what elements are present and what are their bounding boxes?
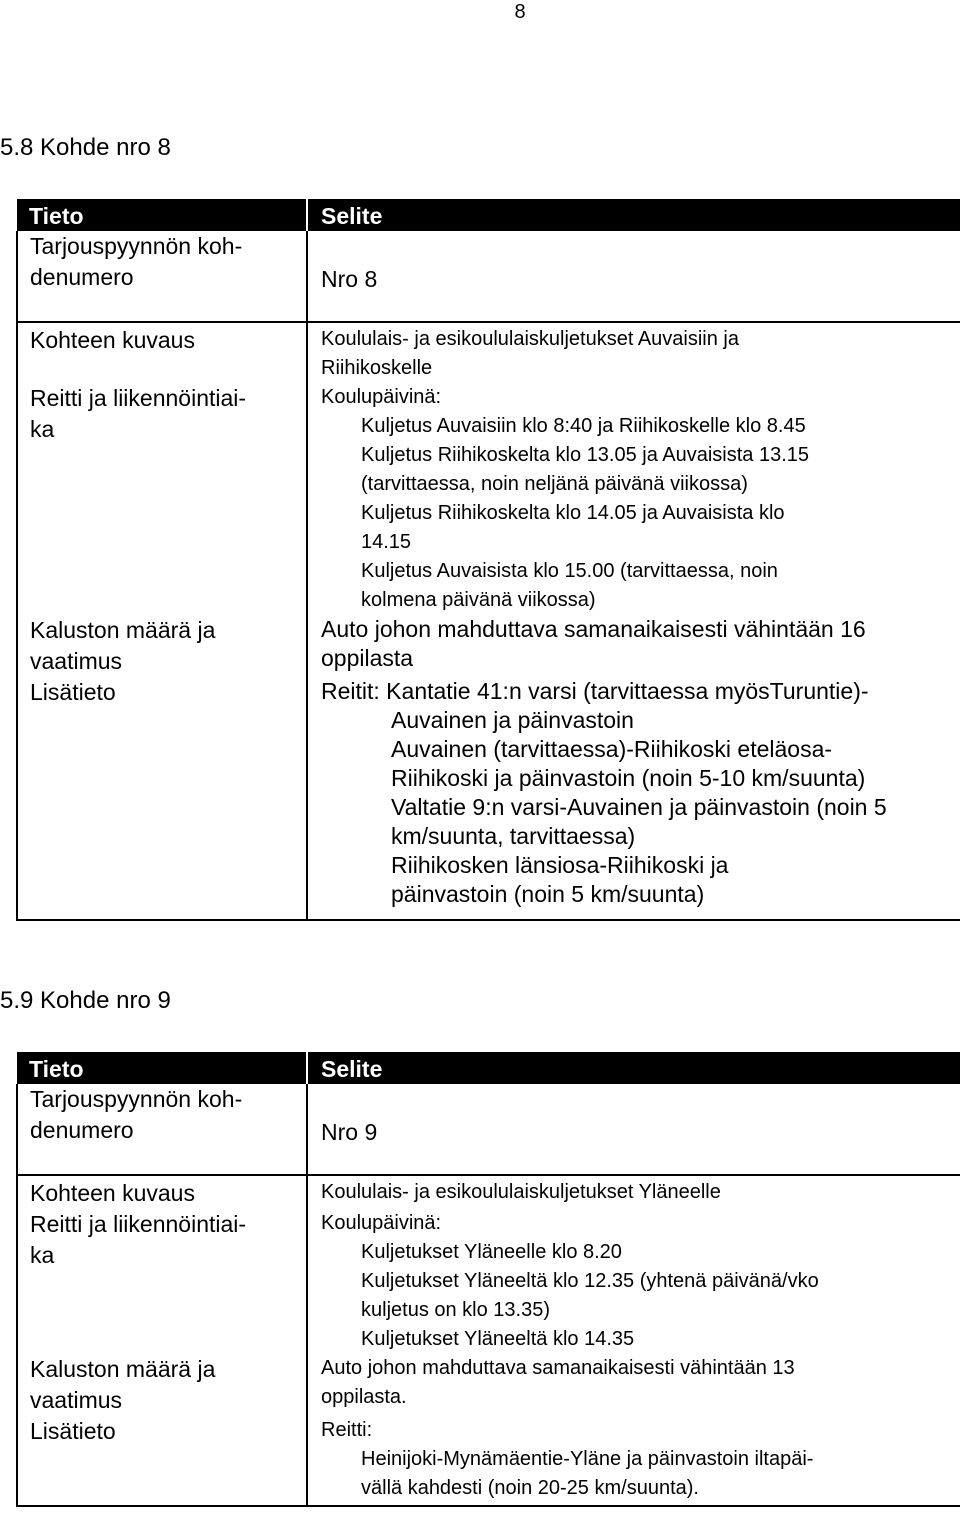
value-tarjouspyynto: Nro 9: [321, 1119, 378, 1145]
label-tarjouspyynto-1: Tarjouspyynnön koh-: [30, 1086, 243, 1112]
reitti-line: Koulupäivinä:: [321, 386, 442, 408]
lisatieto-line: Reitit: Kantatie 41:n varsi (tarvittaessa myösTuruntie)-: [321, 678, 869, 704]
label-tarjouspyynto-2: denumero: [30, 1117, 134, 1143]
lisatieto-line: Riihikosken länsiosa-Riihikoski ja: [391, 852, 729, 878]
label-kalusto-2: vaatimus: [30, 1387, 123, 1413]
value-kalusto-1: Auto johon mahduttava samanaikaisesti vähintään 16: [321, 616, 866, 642]
label-kalusto-2: vaatimus: [30, 648, 123, 674]
label-kohteen-kuvaus: Kohteen kuvaus: [30, 1180, 195, 1206]
label-kohteen-kuvaus: Kohteen kuvaus: [30, 327, 195, 353]
row-lisatieto: [17, 677, 960, 920]
kohde-8-table: [16, 199, 960, 921]
lisatieto-line: Riihikoski ja päinvastoin (noin 5-10 km/suunta): [391, 765, 866, 791]
value-kohteen-kuvaus-1: Koululais- ja esikoululaiskuljetukset Auvaisiin ja: [321, 328, 739, 350]
page-number: 8: [514, 1, 526, 23]
label-kalusto-1: Kaluston määrä ja: [30, 1356, 216, 1382]
lisatieto-line: päinvastoin (noin 5 km/suunta): [391, 881, 705, 907]
reitti-line: kuljetus on klo 13.35): [361, 1299, 551, 1321]
label-tarjouspyynto-1: Tarjouspyynnön koh-: [30, 233, 243, 259]
header-tieto: Tieto: [17, 1052, 307, 1084]
label-lisatieto: Lisätieto: [30, 1418, 116, 1444]
label-tarjouspyynto-2: denumero: [30, 264, 134, 290]
header-selite: Selite: [307, 1052, 960, 1084]
reitti-line: 14.15: [361, 531, 412, 553]
value-kohteen-kuvaus-2: Riihikoskelle: [321, 357, 433, 379]
reitti-line: kolmena päivänä viikossa): [361, 589, 596, 611]
row-reitti: [17, 383, 960, 615]
lisatieto-line: Auvainen (tarvittaessa)-Riihikoski eteläosa-: [391, 736, 833, 762]
label-reitti-2: ka: [30, 416, 55, 442]
section-heading-kohde-8: 5.8 Kohde nro 8: [0, 134, 171, 161]
header-tieto: Tieto: [17, 199, 307, 231]
label-kalusto-1: Kaluston määrä ja: [30, 617, 216, 643]
row-reitti: [17, 1209, 960, 1354]
lisatieto-line: Reitti:: [321, 1419, 373, 1441]
lisatieto-line: Auvainen ja päinvastoin: [391, 707, 634, 733]
header-selite: Selite: [307, 199, 960, 231]
value-kalusto-2: oppilasta: [321, 645, 414, 671]
reitti-line: Kuljetus Riihikoskelta klo 14.05 ja Auvaisista klo: [361, 502, 785, 524]
reitti-line: Kuljetus Auvaisiin klo 8:40 ja Riihikoskelle klo 8.45: [361, 415, 806, 437]
lisatieto-line: km/suunta, tarvittaessa): [391, 823, 636, 849]
row-tarjouspyynto: [17, 231, 960, 322]
reitti-line: Koulupäivinä:: [321, 1212, 442, 1234]
reitti-line: Kuljetus Riihikoskelta klo 13.05 ja Auvaisista 13.15: [361, 444, 810, 466]
kohde-9-table: [16, 1052, 960, 1507]
label-lisatieto: Lisätieto: [30, 679, 116, 705]
reitti-line: Kuljetukset Yläneeltä klo 12.35 (yhtenä päivänä/vko: [361, 1270, 819, 1292]
row-lisatieto: [17, 1416, 960, 1506]
row-kalusto: [17, 1354, 960, 1416]
row-kalusto: [17, 615, 960, 677]
lisatieto-line: Heinijoki-Mynämäentie-Yläne ja päinvastoin iltapäi-: [361, 1448, 814, 1470]
row-tarjouspyynto: [17, 1084, 960, 1175]
lisatieto-line: vällä kahdesti (noin 20-25 km/suunta).: [361, 1477, 699, 1499]
label-reitti-1: Reitti ja liikennöintiai-: [30, 1211, 247, 1237]
reitti-line: (tarvittaessa, noin neljänä päivänä viikossa): [361, 473, 748, 495]
lisatieto-line: Valtatie 9:n varsi-Auvainen ja päinvastoin (noin 5: [391, 794, 887, 820]
label-reitti-2: ka: [30, 1242, 55, 1268]
row-kohteen-kuvaus: [17, 322, 960, 383]
value-tarjouspyynto: Nro 8: [321, 266, 378, 292]
reitti-line: Kuljetus Auvaisista klo 15.00 (tarvittaessa, noin: [361, 560, 778, 582]
reitti-line: Kuljetukset Yläneeltä klo 14.35: [361, 1328, 635, 1350]
label-reitti-1: Reitti ja liikennöintiai-: [30, 385, 247, 411]
row-kohteen-kuvaus: [17, 1175, 960, 1209]
section-heading-kohde-9: 5.9 Kohde nro 9: [0, 987, 171, 1014]
reitti-line: Kuljetukset Yläneelle klo 8.20: [361, 1241, 622, 1263]
value-kohteen-kuvaus-1: Koululais- ja esikoululaiskuljetukset Yläneelle: [321, 1181, 721, 1203]
table-header-row: [17, 1052, 960, 1084]
table-header-row: [17, 199, 960, 231]
value-kalusto-2: oppilasta.: [321, 1386, 407, 1408]
value-kalusto-1: Auto johon mahduttava samanaikaisesti vähintään 13: [321, 1357, 795, 1379]
